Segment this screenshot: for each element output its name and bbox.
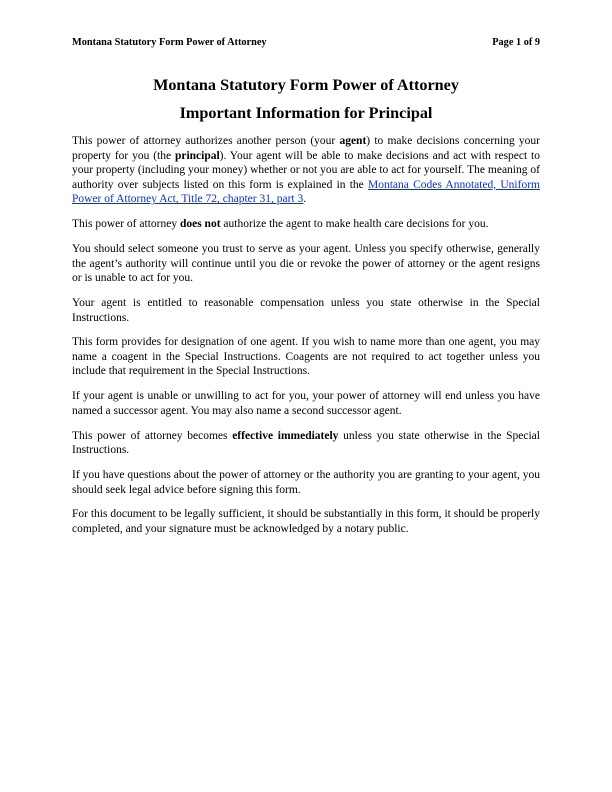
- text-segment: This form provides for designation of one agent. If you wish to name more than one agent, you may name a coagent in the Special Instructions. Coagents are not required to act together unless you include that requirement in the Special Instructions.: [72, 336, 540, 378]
- text-segment: Your agent is entitled to reasonable compensation unless you state otherwise in the Special Instructions.: [72, 296, 540, 324]
- text-segment: ). Your agent will be able to make decisions and act with respect to your property (including your money) whether or not you are able to act for yourself. The meaning of authority over subjects listed on this form is explained in the: [72, 149, 541, 191]
- text-segment: If your agent is unable or unwilling to act for you, your power of attorney will end unless you have named a successor agent. You may also name a second successor agent.: [72, 390, 540, 417]
- paragraph: [72, 242, 540, 286]
- bold-text: agent: [339, 135, 367, 147]
- page-number: Page 1 of 9: [492, 37, 540, 48]
- header-title: Montana Statutory Form Power of Attorney: [72, 37, 267, 48]
- text-segment: ) to make decisions concerning your property for you (the: [72, 135, 540, 162]
- text-segment: This power of attorney becomes: [72, 429, 233, 442]
- document-title: Montana Statutory Form Power of Attorney: [153, 76, 459, 94]
- text-segment: This power of attorney authorizes another person (your: [72, 135, 340, 147]
- text-segment: For this document to be legally sufficient, it should be substantially in this form, it should be properly completed, and your signature must be acknowledged by a notary public.: [72, 508, 540, 535]
- bold-text: does not: [179, 218, 221, 231]
- bold-text: effective immediately: [232, 429, 339, 442]
- paragraph: [72, 389, 540, 418]
- document-body: [72, 134, 540, 547]
- document-subtitle: Important Information for Principal: [179, 104, 433, 122]
- statute-link[interactable]: Montana Codes Annotated, Uniform Power of Attorney Act, Title 72, chapter 31, part 3: [72, 178, 540, 206]
- text-segment: If you have questions about the power of attorney or the authority you are granting to your agent, you should seek legal advice before signing this form.: [72, 469, 540, 496]
- text-segment: This power of attorney: [72, 218, 180, 231]
- paragraph: [72, 468, 540, 497]
- paragraph: [72, 429, 540, 458]
- paragraph: [72, 134, 540, 207]
- paragraph: [72, 217, 540, 232]
- paragraph: [72, 296, 540, 325]
- text-segment: unless you state otherwise in the Special Instructions.: [72, 429, 540, 457]
- bold-text: principal: [174, 149, 220, 162]
- text-segment: You should select someone you trust to serve as your agent. Unless you specify otherwise, generally the agent’s authority will continue until you die or revoke the power of attorney or the agent resigns or is unable to act for you.: [72, 242, 540, 285]
- page-header: [72, 37, 540, 48]
- text-segment: authorize the agent to make health care decisions for you.: [220, 218, 489, 231]
- paragraph: [72, 335, 540, 379]
- text-segment: .: [303, 193, 307, 206]
- paragraph: [72, 507, 540, 536]
